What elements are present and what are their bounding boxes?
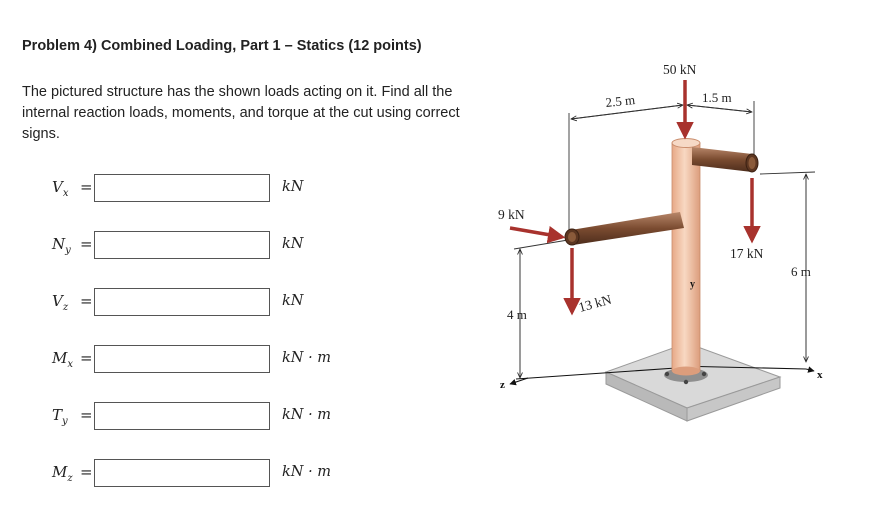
vx-symbol: $V_x$ — [52, 178, 69, 199]
axis-label-y: y — [690, 279, 695, 290]
ty-unit: kN · m — [282, 407, 332, 423]
load-label-left-down: 13 kN — [576, 291, 614, 315]
axis-label-z: z — [500, 379, 505, 391]
vz-unit: kN — [282, 293, 304, 309]
vx-unit: kN — [282, 179, 304, 195]
mz-unit: kN · m — [282, 464, 332, 480]
axis-lines — [510, 284, 814, 384]
problem-statement: The pictured structure has the shown loads acting on it. Find all the internal reaction loads, moments, and torque at the cut using correct signs. — [22, 84, 460, 142]
mx-unit: kN · m — [282, 350, 332, 366]
lower-arm — [565, 212, 684, 245]
load-label-top: 50 kN — [663, 62, 697, 77]
axis-label-x: x — [817, 369, 823, 381]
equals-sign: = — [80, 349, 93, 367]
equals-sign: = — [80, 235, 93, 253]
load-arrows — [510, 80, 752, 312]
equals-sign: = — [80, 292, 93, 310]
equals-sign: = — [80, 406, 93, 424]
vz-symbol: $V_z$ — [52, 292, 69, 313]
dimension-label-6m: 6 m — [791, 264, 811, 279]
equals-sign: = — [80, 463, 93, 481]
ny-unit: kN — [282, 236, 304, 252]
problem-title: Problem 4) Combined Loading, Part 1 – Statics (12 points) — [22, 38, 422, 54]
dimension-label-4m: 4 m — [507, 307, 527, 322]
load-label-right-down: 17 kN — [730, 246, 764, 261]
load-label-left-horizontal: 9 kN — [498, 207, 525, 222]
dimension-label-1-5m: 1.5 m — [702, 90, 732, 105]
upper-arm — [692, 147, 758, 172]
equals-sign: = — [80, 178, 93, 196]
ty-symbol: $T_y$ — [52, 406, 68, 427]
dimension-lines — [514, 101, 815, 378]
load-arrow-left-horizontal — [510, 228, 562, 237]
vertical-post — [672, 139, 700, 376]
dimension-label-2-5m: 2.5 m — [604, 91, 636, 110]
ny-symbol: $N_y$ — [52, 235, 71, 256]
mz-symbol: $M_z$ — [52, 463, 73, 484]
mx-symbol: $M_x$ — [52, 349, 73, 370]
